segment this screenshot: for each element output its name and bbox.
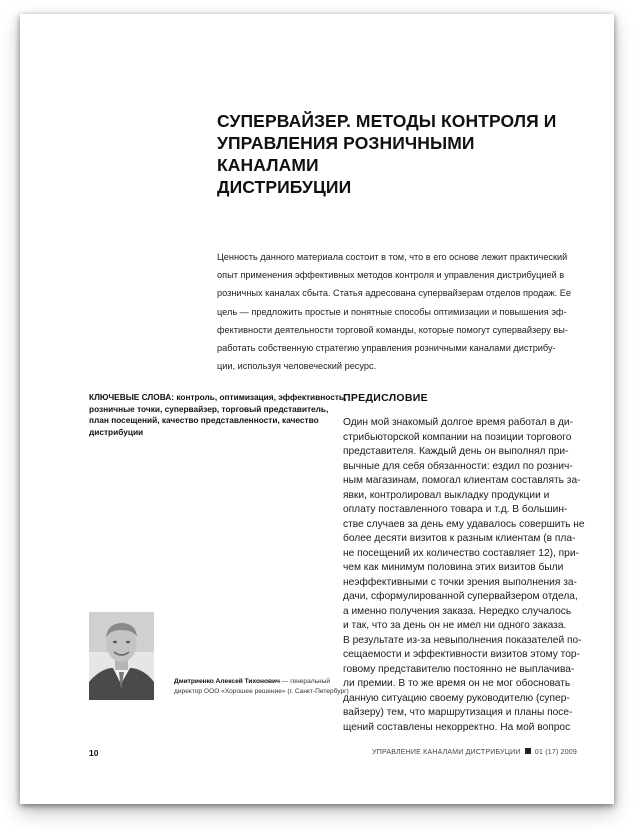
body-line: стве случаев за день ему удавалось совершить не [343, 518, 585, 530]
body-line: щений составлены некорректно. На мой вопрос [343, 721, 571, 733]
body-line: не посещений их количество составляет 12), при- [343, 547, 579, 559]
author-role: — генеральный [279, 678, 331, 685]
body-line: дачи, сформулированной супервайзером отдела, [343, 591, 578, 602]
title-line: УПРАВЛЕНИЯ РОЗНИЧНЫМИ КАНАЛАМИ [217, 133, 475, 175]
running-footer [372, 748, 577, 756]
body-line: неэффективными с точки зрения выполнения за- [343, 576, 577, 588]
keywords-line: дистрибуции [89, 426, 144, 437]
body-line: представителя. Каждый день он выполнял при- [343, 446, 569, 457]
abstract-line: Ценность данного материала состоит в том, что в его основе лежит практический [217, 252, 568, 262]
author-photo [89, 612, 154, 700]
issue-number: 01 (17) 2009 [534, 749, 577, 756]
square-bullet-icon [525, 748, 531, 754]
body-line: данную ситуацию своему руководителю (супер- [343, 692, 570, 704]
body-line: стрибьюторской компании на позиции торгового [343, 431, 572, 443]
article-abstract [217, 248, 589, 375]
title-line: СУПЕРВАЙЗЕР. МЕТОДЫ КОНТРОЛЯ И [217, 111, 557, 131]
body-line: чем как минимум половина этих визитов были [343, 562, 564, 573]
abstract-line: розничных каналах сбыта. Статья адресована супервайзерам отделов продаж. Ее [217, 288, 571, 299]
body-line: и так, что за день он не имел ни одного заказа. [343, 620, 567, 631]
keywords-line: КЛЮЧЕВЫЕ СЛОВА: контроль, оптимизация, эффективность, [89, 392, 347, 402]
abstract-line: опыт применения эффективных методов контроля и управления дистрибуцией в [217, 270, 565, 281]
article-title [217, 110, 577, 198]
body-line: ным магазинам, помогал клиентам составлять за- [343, 475, 581, 486]
keywords-line: план посещений, качество представленности, качество [89, 415, 319, 426]
page-number: 10 [89, 748, 99, 758]
body-line: явки, контролировал выкладку продукции и [343, 489, 550, 501]
author-caption [174, 677, 349, 697]
journal-name: УПРАВЛЕНИЕ КАНАЛАМИ ДИСТРИБУЦИИ [372, 749, 521, 756]
author-name: Дмитриенко Алексей Тихонович [174, 678, 280, 685]
body-line: а именно получения заказа. Нередко случалось [343, 605, 572, 617]
body-line: ли премии. В то же время он не мог обосновать [343, 678, 571, 689]
keywords-block [89, 392, 347, 438]
body-line: Один мой знакомый долгое время работал в ди- [343, 417, 573, 428]
body-line: вайзеру) тем, что маршрутизация и планы посе- [343, 707, 573, 718]
magazine-page [20, 14, 614, 804]
body-line: вычные для себя обязанности: ездил по рознич- [343, 460, 573, 472]
body-line: оплату поставленного товара и т.д. В большин- [343, 504, 568, 515]
article-body [343, 416, 598, 735]
body-line: более десяти визитов к разным клиентам (в пла- [343, 533, 576, 544]
keywords-line: розничные точки, супервайзер, торговый представитель, [89, 403, 329, 414]
body-line: В результате из-за невыполнения показателей по- [343, 634, 582, 646]
author-company: директор ООО «Хорошее решение» (г. Санкт-Петербург) [174, 688, 349, 695]
abstract-line: цель — предложить простые и понятные способы оптимизации и повышения эф- [217, 306, 567, 317]
body-line: говому представителю постоянно не выплачива- [343, 663, 575, 675]
section-heading: ПРЕДИСЛОВИЕ [343, 392, 428, 404]
abstract-line: фективности деятельности торговой команды, которые помогут супервайзеру вы- [217, 324, 568, 335]
abstract-line: работать собственную стратегию управления розничными каналами дистрибу- [217, 343, 556, 354]
body-line: сещаемости и эффективности визитов этому тор- [343, 649, 580, 660]
abstract-line: ции, используя человеческий ресурс. [217, 361, 377, 372]
title-line: ДИСТРИБУЦИИ [217, 177, 352, 197]
